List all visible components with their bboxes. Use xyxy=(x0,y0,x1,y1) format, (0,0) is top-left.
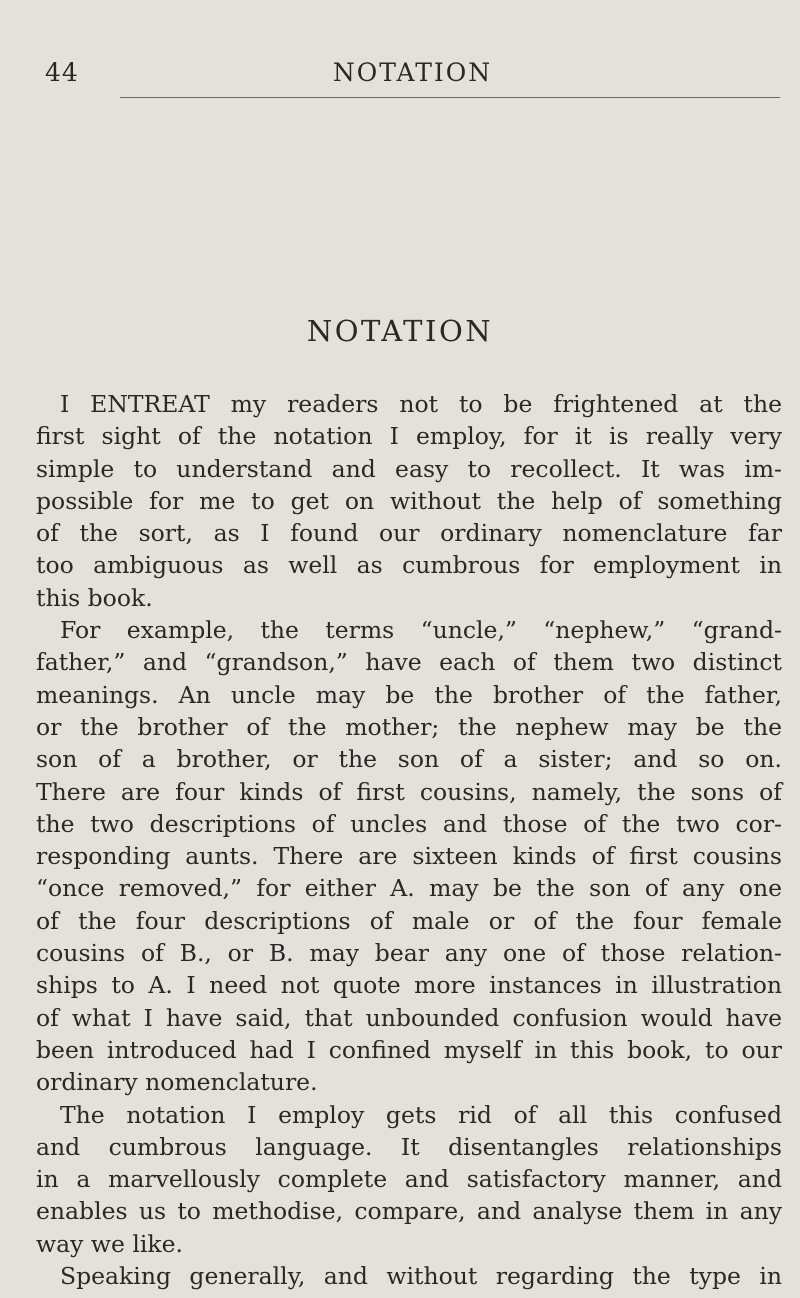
text-line: For example, the terms “uncle,” “nephew,” “grand- xyxy=(60,616,782,645)
chapter-title: NOTATION xyxy=(306,314,494,348)
text-line: been introduced had I confined myself in this book, to our xyxy=(36,1035,782,1064)
text-line: way we like. xyxy=(36,1229,184,1258)
text-line: “once removed,” for either A. may be the son of any one xyxy=(36,874,782,903)
text-line: of the sort, as I found our ordinary nomenclature far xyxy=(36,519,782,548)
text-line: There are four kinds of first cousins, namely, the sons of xyxy=(36,777,782,806)
text-line: of the four descriptions of male or of the four female xyxy=(36,906,782,935)
text-line: meanings. An uncle may be the brother of the father, xyxy=(36,680,782,709)
text-line: enables us to methodise, compare, and analyse them in any xyxy=(36,1197,782,1226)
text-line: in a marvellously complete and satisfactory manner, and xyxy=(36,1165,782,1194)
text-line: possible for me to get on without the help of something xyxy=(36,486,782,515)
text-line: or the brother of the mother; the nephew may be the xyxy=(36,712,782,741)
text-line: and cumbrous language. It disentangles relationships xyxy=(36,1132,782,1161)
text-line: ordinary nomenclature. xyxy=(36,1068,318,1097)
text-line: too ambiguous as well as cumbrous for employment in xyxy=(36,551,782,580)
text-line: The notation I employ gets rid of all this confused xyxy=(60,1100,782,1129)
text-line: Speaking generally, and without regarding the type in xyxy=(60,1262,782,1291)
page-number: 44 xyxy=(45,58,79,87)
text-line: I ENTREAT my readers not to be frightened at the xyxy=(60,390,782,418)
text-line: ships to A. I need not quote more instances in illustration xyxy=(36,971,782,1000)
text-line: simple to understand and easy to recollect. It was im- xyxy=(36,454,782,483)
text-line: the two descriptions of uncles and those of the two cor- xyxy=(36,809,782,838)
running-title: NOTATION xyxy=(332,58,493,87)
text-line: cousins of B., or B. may bear any one of those relation- xyxy=(36,939,782,968)
text-line: of what I have said, that unbounded confusion would have xyxy=(36,1003,782,1032)
text-line: first sight of the notation I employ, for it is really very xyxy=(36,422,782,451)
body-text xyxy=(36,388,782,1292)
text-line: this book. xyxy=(36,583,153,612)
running-head xyxy=(45,58,780,92)
text-line: father,” and “grandson,” have each of them two distinct xyxy=(36,648,782,677)
header-rule xyxy=(120,97,780,98)
text-line: responding aunts. There are sixteen kinds of first cousins xyxy=(36,842,782,871)
text-line: son of a brother, or the son of a sister; and so on. xyxy=(36,745,782,774)
